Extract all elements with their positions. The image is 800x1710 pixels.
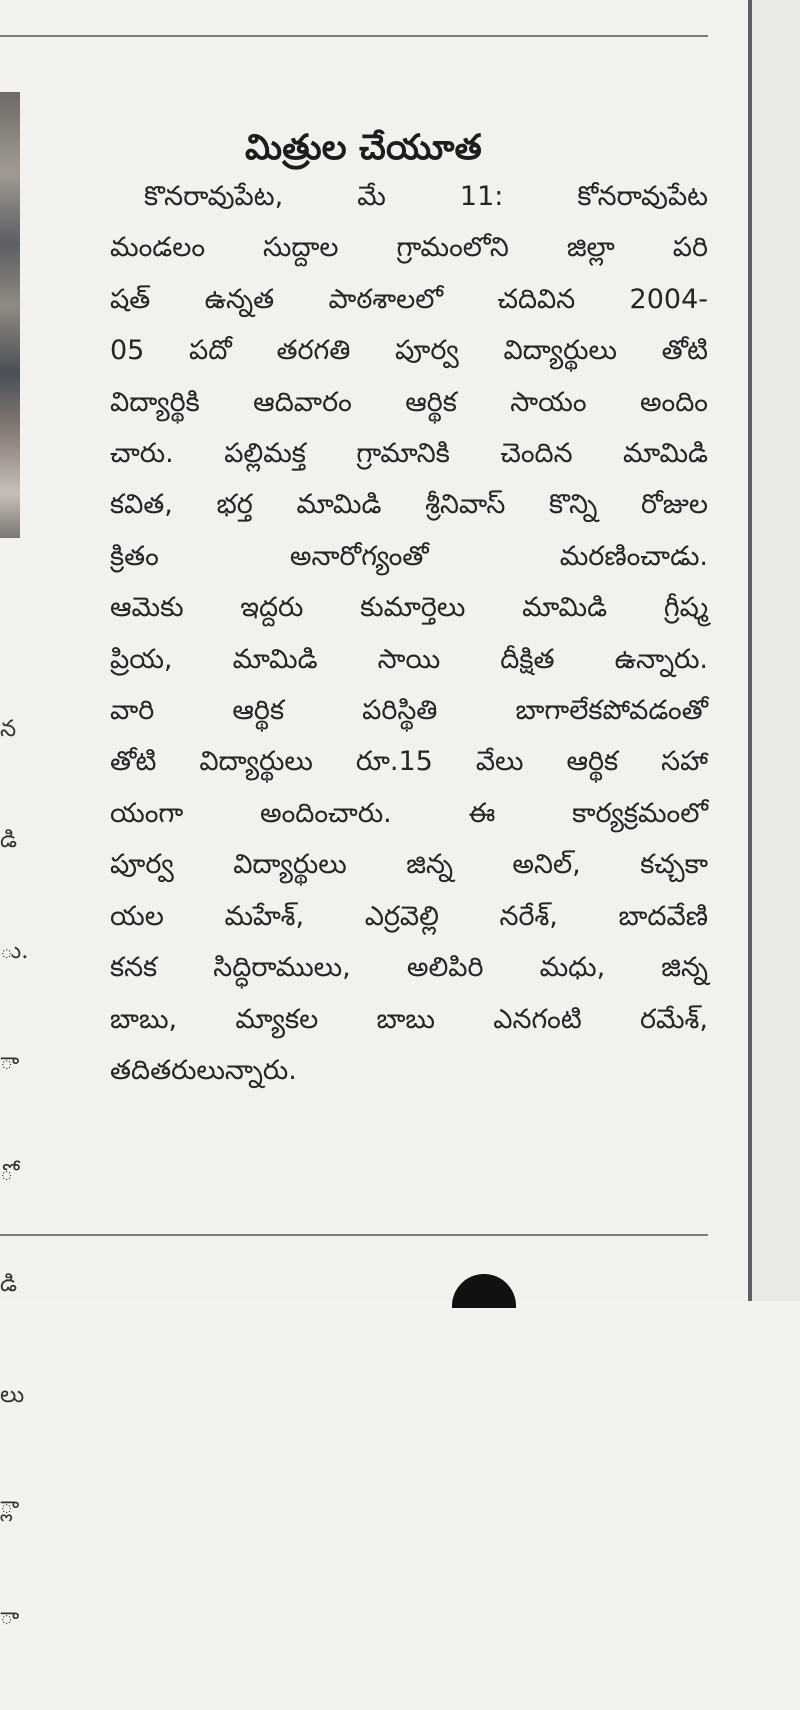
article-line: విద్యార్థికి ఆదివారం ఆర్థిక సాయం అందిం bbox=[110, 386, 708, 418]
fragment: ా bbox=[0, 1049, 20, 1075]
article-line: కవిత, భర్త మామిడి శ్రీనివాస్ కొన్ని రోజుల bbox=[110, 489, 708, 521]
article-line: క్రితం అనారోగ్యంతో మరణించాడు. bbox=[110, 540, 708, 572]
fragment: ో bbox=[0, 1160, 14, 1186]
article-line: తదితరులున్నారు. bbox=[110, 1054, 297, 1086]
fragment: ా bbox=[0, 1604, 20, 1630]
fragment: న bbox=[0, 716, 17, 742]
bottom-divider bbox=[0, 1234, 708, 1236]
article-line: కనక సిద్ధిరాములు, అలిపిరి మధు, జిన్న bbox=[110, 952, 708, 984]
fragment: డి bbox=[0, 827, 18, 853]
fragment: డి bbox=[0, 1271, 18, 1297]
article-line: వారి ఆర్థిక పరిస్థితి బాగాలేకపోవడంతో bbox=[110, 695, 708, 727]
next-article-marker bbox=[452, 1274, 516, 1308]
article-line: 05 పదో తరగతి పూర్వ విద్యార్థులు తోటి bbox=[110, 335, 708, 367]
adjacent-column-fragments bbox=[0, 637, 29, 1710]
article-line: ఆమెకు ఇద్దరు కుమార్తెలు మామిడి గ్రీష్మ bbox=[110, 592, 708, 624]
article-line: పూర్వ విద్యార్థులు జిన్న అనిల్, కచ్చకా bbox=[110, 849, 708, 881]
article-line: తోటి విద్యార్థులు రూ.15 వేలు ఆర్థిక సహా bbox=[110, 746, 708, 778]
article-body bbox=[110, 171, 708, 1096]
article-headline: మిత్రుల చేయూత bbox=[245, 128, 482, 169]
top-divider bbox=[0, 35, 708, 37]
fragment: లు bbox=[0, 1382, 25, 1408]
photo-edge bbox=[0, 92, 20, 538]
article-line: యల మహేశ్, ఎర్రవెల్లి నరేశ్, బాదవేణి bbox=[110, 900, 708, 932]
article-line: చారు. పల్లిమక్త గ్రామానికి చెందిన మామిడి bbox=[110, 438, 708, 470]
article-line: యంగా అందించారు. ఈ కార్యక్రమంలో bbox=[110, 797, 708, 829]
article-line: ప్రియ, మామిడి సాయి దీక్షిత ఉన్నారు. bbox=[110, 643, 708, 675]
article-line: కొనరావుపేట, మే 11: కోనరావుపేట bbox=[144, 181, 708, 212]
right-margin-strip bbox=[752, 0, 800, 1301]
article-line: బాబు, మ్యాకల బాబు ఎనగంటి రమేశ్, bbox=[110, 1003, 708, 1035]
fragment: ు. bbox=[0, 938, 29, 964]
article-line: మండలం సుద్దాల గ్రామంలోని జిల్లా పరి bbox=[110, 232, 708, 264]
article-line: షత్ ఉన్నత పాఠశాలలో చదివిన 2004- bbox=[110, 283, 708, 315]
fragment: ్లా bbox=[0, 1493, 20, 1519]
